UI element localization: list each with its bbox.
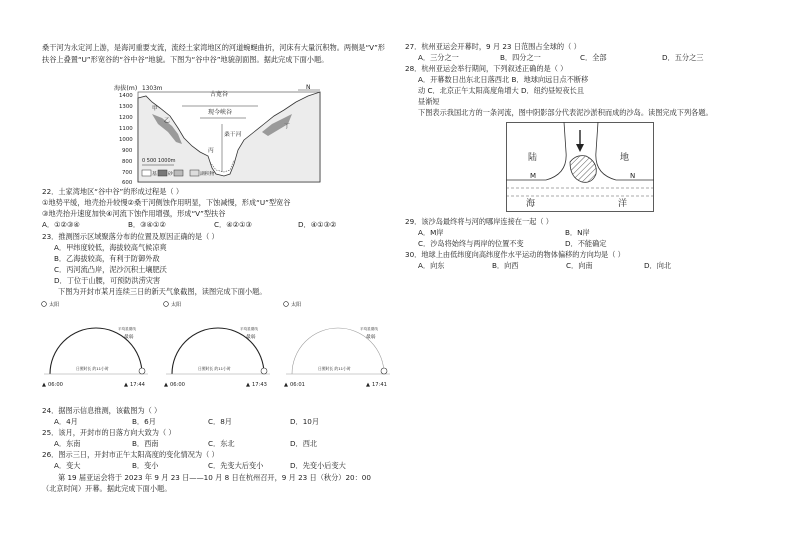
sunrise-time: 06:00 — [170, 382, 185, 388]
sun-chart-sub: 最弱 — [124, 335, 134, 340]
label-xianjin: 现今峡谷 — [208, 109, 233, 116]
sun-title-icon — [284, 302, 289, 307]
intro2: 下图为开封市某月连续三日的新天气象截图，读图完成下面小题。 — [58, 287, 267, 296]
sunset-icon: ▲ — [366, 382, 370, 388]
legend-swatch-1 — [142, 170, 151, 176]
sun-chart-duration: 日照时长 约11小时 — [318, 366, 351, 371]
legend-swatch-4 — [190, 170, 199, 176]
q30-option-c[interactable]: C．向南 — [566, 261, 593, 270]
y-tick-1000: 1000 — [119, 137, 133, 143]
q30-stem: 30．地球上由低纬度向高纬度作水平运动的物体偏移的方向均是（ ） — [405, 250, 625, 259]
legend-label-2: 砂 — [168, 172, 173, 177]
q27-option-a[interactable]: A．三分之一 — [418, 53, 459, 62]
valley-profile-diagram — [112, 84, 324, 186]
q22-line2: ③地壳抬升速度加快④河流下蚀作用增强，形成“V”型扶谷 — [42, 209, 226, 218]
q27-option-c[interactable]: C．全部 — [580, 53, 607, 62]
q22-option-b[interactable]: B．③④①② — [128, 220, 166, 229]
river-island-map — [506, 122, 654, 212]
map-label-ocean: 洋 — [618, 199, 628, 209]
map-label-m: M — [530, 172, 537, 180]
sun-set-icon — [381, 368, 387, 374]
q28-line2[interactable]: 动 C．北京正午太阳高度角增大 D．纽约昼短夜长且 — [418, 86, 585, 95]
q26-option-b[interactable]: B．变小 — [132, 461, 159, 470]
y-tick-1100: 1100 — [119, 126, 133, 132]
sun-set-icon — [261, 368, 267, 374]
q24-option-b[interactable]: B．6月 — [132, 417, 156, 426]
sun-chart-sub: 最弱 — [246, 335, 256, 340]
sun-chart-duration: 日照时长 约11小时 — [198, 366, 231, 371]
map-label-land-left: 陆 — [528, 153, 538, 163]
sun-chart-sub: 最弱 — [366, 335, 376, 340]
sunrise-time: 06:01 — [290, 382, 305, 388]
sun-chart-1 — [40, 298, 152, 390]
q27-option-b[interactable]: B．四分之一 — [500, 53, 541, 62]
sunset-time: 17:41 — [372, 382, 387, 388]
intro4: 下图表示我国北方的一条河流，图中阴影部分代表泥沙淤积而成的沙岛。读图完成下列各题。 — [418, 108, 713, 117]
q23-option-a[interactable]: A．甲纬度较低，海拔较高气候凉爽 — [54, 243, 167, 252]
q24-option-a[interactable]: A．4月 — [54, 417, 78, 426]
sun-chart-duration: 日照时长 约11小时 — [76, 366, 109, 371]
intro3-line2: （北京时间）开幕。据此完成下面小题。 — [42, 484, 172, 493]
q30-option-d[interactable]: D．向北 — [644, 261, 672, 270]
y-tick-600: 600 — [122, 180, 133, 186]
y-tick-700: 700 — [122, 170, 133, 176]
q23-stem: 23．推测图示区域聚落分布的位置及原因正确的是（ ） — [42, 232, 219, 241]
sun-chart-legend: 平均星期线 — [360, 327, 378, 331]
legend-label-1: 基 — [152, 172, 157, 177]
label-ding: 丁 — [284, 124, 290, 130]
label-jia: 甲 — [152, 106, 158, 112]
label-river: 桑干河 — [224, 132, 242, 138]
sunrise-icon: ▲ — [42, 382, 46, 388]
sunset-icon: ▲ — [124, 382, 128, 388]
sun-chart-title: 太阳 — [291, 302, 302, 308]
sunset-time: 17:44 — [130, 382, 145, 388]
q22-option-a[interactable]: A．①②③④ — [42, 220, 80, 229]
label-gukuangu: 古宽谷 — [210, 91, 229, 98]
y-tick-1200: 1200 — [119, 115, 133, 121]
q25-option-c[interactable]: C．东北 — [208, 439, 235, 448]
label-north: N — [306, 84, 311, 91]
q26-option-c[interactable]: C．先变大后变小 — [208, 461, 264, 470]
y-tick-1400: 1400 — [119, 93, 133, 99]
diagram-peak-label: 1303m — [142, 86, 163, 92]
legend-label-4: 湖积物 — [200, 172, 215, 177]
q27-option-d[interactable]: D．五分之三 — [662, 53, 704, 62]
sun-title-icon — [164, 302, 169, 307]
q26-option-d[interactable]: D．先变小后变大 — [290, 461, 346, 470]
q22-stem: 22．土家湾地区“谷中谷”的形成过程是（ ） — [42, 187, 184, 196]
q22-option-c[interactable]: C．④②①③ — [214, 220, 252, 229]
sunset-time: 17:43 — [252, 382, 267, 388]
y-tick-800: 800 — [122, 159, 133, 165]
sunrise-time: 06:00 — [48, 382, 63, 388]
q28-stem: 28．杭州亚运会举行期间，下列叙述正确的是（ ） — [405, 64, 568, 73]
sun-chart-2 — [162, 298, 274, 390]
q27-stem: 27．杭州亚运会开幕时，9 月 23 日范围占全球的（ ） — [405, 42, 581, 51]
y-tick-900: 900 — [122, 148, 133, 154]
diagram-y-axis-label: 海拔(m) — [114, 85, 138, 92]
q24-option-d[interactable]: D．10月 — [290, 417, 320, 426]
q28-line3[interactable]: 昼渐短 — [418, 97, 440, 106]
sun-set-icon — [139, 368, 145, 374]
sun-chart-legend: 平均星期线 — [240, 327, 258, 331]
q22-option-d[interactable]: D．④①③② — [298, 220, 337, 229]
map-label-n: N — [630, 172, 636, 180]
q26-stem: 26．图示三日，开封市正午太阳高度的变化情况为（ ） — [42, 450, 219, 459]
sunset-icon: ▲ — [246, 382, 250, 388]
q26-option-a[interactable]: A．变大 — [54, 461, 81, 470]
q29-option-b[interactable]: B．N岸 — [565, 228, 590, 237]
sun-title-icon — [42, 302, 47, 307]
map-label-sea: 海 — [526, 199, 536, 209]
q30-option-a[interactable]: A．向东 — [418, 261, 445, 270]
sun-chart-3 — [282, 298, 394, 390]
q23-option-d[interactable]: D．丁位于山腰，可预防洪涝灾害 — [54, 276, 161, 285]
q29-stem: 29．该沙岛最终将与河的哪岸连接在一起（ ） — [405, 217, 553, 226]
diagram-y-ticks — [119, 93, 133, 186]
map-label-land-right: 地 — [620, 153, 630, 163]
sunrise-icon: ▲ — [284, 382, 288, 388]
q24-option-c[interactable]: C．8月 — [208, 417, 232, 426]
label-bing: 丙 — [208, 148, 214, 154]
intro3-line1: 第 19 届亚运会将于 2023 年 9 月 23 日——10 月 8 日在杭州召开，9 月 23 日（秋分）20：00 — [58, 473, 371, 482]
label-yi: 乙 — [164, 118, 170, 124]
sun-chart-title: 太阳 — [171, 302, 182, 308]
diagram-scale: 0 500 1000m — [142, 158, 176, 164]
q23-option-c[interactable]: C．丙河流凸岸，泥沙沉积土壤肥沃 — [54, 265, 167, 274]
q25-option-b[interactable]: B．西南 — [132, 439, 159, 448]
q29-option-d[interactable]: D．不能确定 — [565, 239, 607, 248]
q29-option-a[interactable]: A．M岸 — [418, 228, 444, 237]
q30-option-b[interactable]: B．向西 — [492, 261, 519, 270]
q25-option-a[interactable]: A．东南 — [54, 439, 81, 448]
q22-line1: ①地势平缓，地壳抬升较慢②桑干河侧蚀作用明显，下蚀减慢，形成“U”型宽谷 — [42, 198, 291, 207]
legend-swatch-2 — [158, 170, 167, 176]
legend-swatch-3 — [174, 170, 183, 176]
q24-stem: 24．据图示信息推测，该截图为（ ） — [42, 406, 162, 415]
sun-chart-title: 太阳 — [49, 302, 60, 308]
q25-option-d[interactable]: D．西北 — [290, 439, 318, 448]
y-tick-1300: 1300 — [119, 104, 133, 110]
intro-paragraph: 桑干河为永定河上游，是海河重要支流，流经土家湾地区的河道蜿蜒曲折，河床有大量沉积物。两侧是“V”形扶谷上叠置“U”形宽谷的“谷中谷”地貌。下图为“谷中谷”地貌剖面图。据此完成下面小题。 — [42, 43, 385, 64]
q29-option-c[interactable]: C．沙岛将始终与两岸的位置不变 — [418, 239, 524, 248]
q25-stem: 25．该月，开封市的日落方向大致为（ ） — [42, 428, 176, 437]
q28-line1[interactable]: A．开幕数日出东北日落西北 B．地球向远日点不断移 — [418, 75, 589, 84]
sunrise-icon: ▲ — [164, 382, 168, 388]
q23-option-b[interactable]: B．乙海拔较高，有利于防御外敌 — [54, 254, 160, 263]
sun-chart-legend: 平均星期线 — [118, 327, 136, 331]
